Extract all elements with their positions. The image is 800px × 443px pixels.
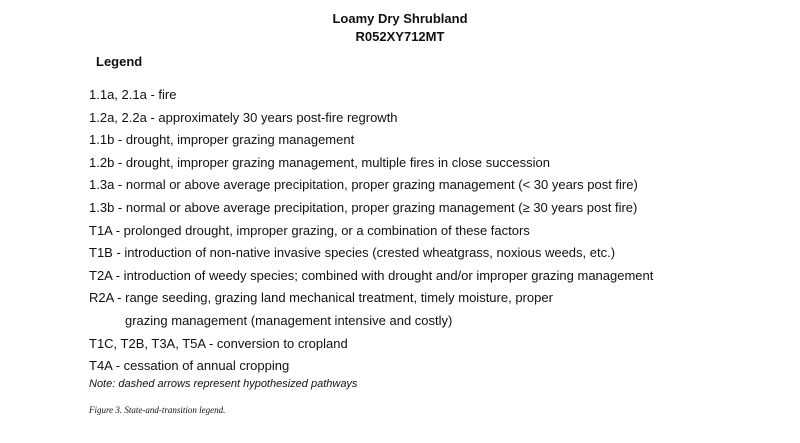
legend-item-continuation: grazing management (management intensive and costly)	[125, 312, 453, 328]
figure-caption: Figure 3. State-and-transition legend.	[89, 405, 226, 415]
legend-item: T2A - introduction of weedy species; combined with drought and/or improper grazing management	[89, 267, 654, 283]
legend-item: 1.2b - drought, improper grazing management, multiple fires in close succession	[89, 154, 551, 170]
legend-item: 1.3b - normal or above average precipitation, proper grazing management (≥ 30 years post fire)	[89, 199, 638, 215]
legend-list	[89, 84, 653, 378]
legend-item: T1B - introduction of non-native invasive species (crested wheatgrass, noxious weeds, etc.)	[89, 245, 616, 261]
legend-item: R2A - range seeding, grazing land mechanical treatment, timely moisture, proper	[89, 290, 553, 306]
site-code: R052XY712MT	[355, 29, 445, 44]
legend-item: T1A - prolonged drought, improper grazing, or a combination of these factors	[89, 222, 530, 238]
legend-item: 1.2a, 2.2a - approximately 30 years post-fire regrowth	[89, 109, 398, 125]
legend-item: 1.1b - drought, improper grazing management	[89, 132, 355, 148]
legend-note: Note: dashed arrows represent hypothesized pathways	[89, 378, 358, 390]
legend-item: 1.3a - normal or above average precipitation, proper grazing management (< 30 years post fire)	[89, 177, 638, 193]
legend-heading: Legend	[96, 54, 143, 69]
legend-item: T1C, T2B, T3A, T5A - conversion to cropland	[89, 335, 348, 351]
legend-item: 1.1a, 2.1a - fire	[89, 87, 177, 102]
page-title: Loamy Dry Shrubland	[332, 11, 468, 26]
legend-item: T4A - cessation of annual cropping	[89, 358, 290, 374]
